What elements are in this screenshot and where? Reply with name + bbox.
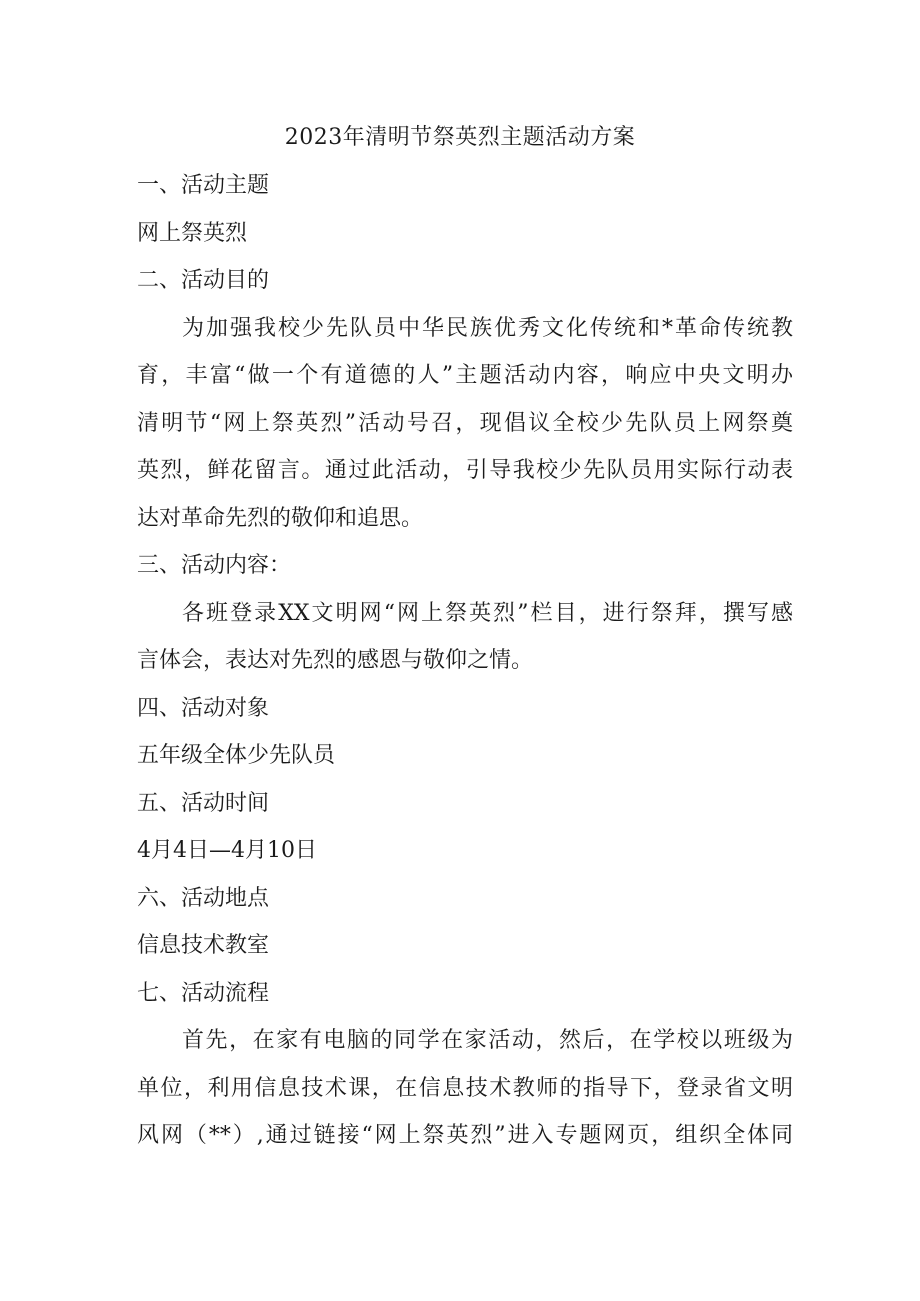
section-heading-theme: 一、活动主题 <box>137 173 270 198</box>
purpose-line-1: 为加强我校少先队员中华民族优秀文化传统和*革命传统教 <box>182 315 793 341</box>
purpose-paragraph <box>137 305 793 543</box>
theme-text: 网上祭英烈 <box>137 220 248 246</box>
document-body <box>137 162 793 1160</box>
section-heading-target: 四、活动对象 <box>137 695 270 721</box>
section-heading-purpose: 二、活动目的 <box>137 268 270 293</box>
content-line-2: 言体会，表达对先烈的感恩与敬仰之情。 <box>137 648 534 673</box>
section-heading-location: 六、活动地点 <box>137 885 270 911</box>
purpose-line-5: 达对革命先烈的敬仰和追思。 <box>137 505 424 531</box>
document-title: 2023年清明节祭英烈主题活动方案 <box>284 125 636 150</box>
process-line-2: 单位，利用信息技术课，在信息技术教师的指导下，登录省文明 <box>137 1075 793 1101</box>
purpose-line-3: 清明节“网上祭英烈”活动号召，现倡议全校少先队员上网祭奠 <box>137 410 793 436</box>
section-heading-time: 五、活动时间 <box>137 790 270 816</box>
purpose-line-4: 英烈，鲜花留言。通过此活动，引导我校少先队员用实际行动表 <box>137 458 793 483</box>
section-heading-content: 三、活动内容： <box>137 553 292 578</box>
process-paragraph <box>137 1017 793 1160</box>
content-line-1: 各班登录XX文明网“网上祭英烈”栏目，进行祭拜，撰写感 <box>182 600 793 626</box>
target-text: 五年级全体少先队员 <box>137 743 336 768</box>
content-paragraph <box>137 590 793 685</box>
process-line-1: 首先，在家有电脑的同学在家活动，然后，在学校以班级为 <box>182 1028 793 1053</box>
section-heading-process: 七、活动流程 <box>137 980 270 1006</box>
purpose-line-2: 育，丰富“做一个有道德的人”主题活动内容，响应中央文明办 <box>137 363 793 388</box>
process-line-3: 风网（**）,通过链接“网上祭英烈”进入专题网页，组织全体同 <box>137 1123 793 1148</box>
time-text: 4月4日—4月10日 <box>137 838 317 863</box>
location-text: 信息技术教室 <box>137 933 270 958</box>
